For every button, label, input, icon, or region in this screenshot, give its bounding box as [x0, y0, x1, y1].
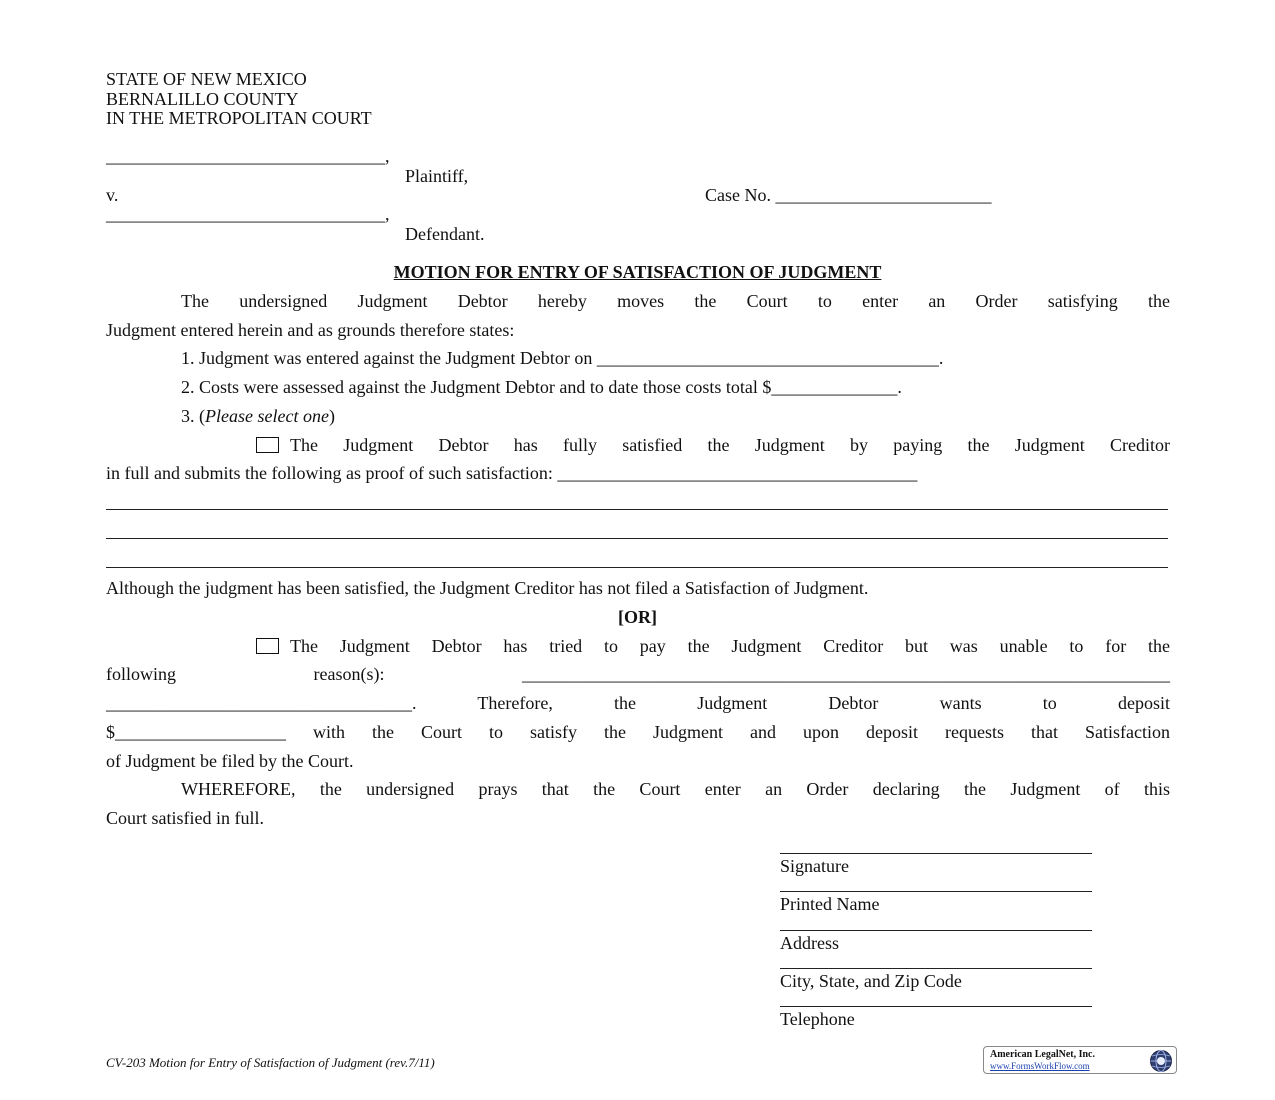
- court-state: STATE OF NEW MEXICO: [106, 69, 307, 89]
- globe-icon: [1149, 1049, 1173, 1073]
- item-3-suffix: ): [328, 406, 335, 426]
- wherefore-line-2: Court satisfied in full.: [106, 808, 264, 828]
- document-title: MOTION FOR ENTRY OF SATISFACTION OF JUDGMENT: [393, 262, 882, 282]
- intro-line-1: The undersigned Judgment Debtor hereby moves the Court to enter an Order satisfying the: [181, 291, 1170, 311]
- signature-line: [780, 853, 1092, 854]
- option-2-checkbox[interactable]: [256, 636, 287, 656]
- address-line: [780, 930, 1092, 931]
- printed-name-line: [780, 891, 1092, 892]
- telephone-label: Telephone: [780, 1009, 855, 1029]
- address-label: Address: [780, 933, 839, 953]
- city-state-zip-label: City, State, and Zip Code: [780, 971, 962, 991]
- versus-label: v.: [106, 185, 119, 205]
- telephone-line: [780, 1006, 1092, 1007]
- intro-line-2: Judgment entered herein and as grounds therefore states:: [106, 320, 515, 340]
- publisher-name: American LegalNet, Inc.: [990, 1049, 1095, 1060]
- plaintiff-label: Plaintiff,: [405, 166, 469, 186]
- case-number-field: Case No. ________________________: [705, 185, 992, 205]
- defendant-name-blank: _______________________________,: [106, 204, 390, 224]
- option-2-line-1: The Judgment Debtor has tried to pay the Judgment Creditor but was unable to for the: [290, 636, 1170, 656]
- option-1-line-2: in full and submits the following as proof of such satisfaction: ________________________________________: [106, 463, 918, 483]
- court-name: IN THE METROPOLITAN COURT: [106, 108, 372, 128]
- defendant-label: Defendant.: [405, 224, 485, 244]
- publisher-url[interactable]: www.FormsWorkFlow.com: [990, 1061, 1090, 1071]
- option-1-checkbox[interactable]: [256, 435, 287, 455]
- publisher-logo[interactable]: [983, 1046, 1177, 1074]
- proof-blank-line-2: [106, 538, 1168, 539]
- option-2-line-3: __________________________________. Therefore, the Judgment Debtor wants to deposit: [106, 693, 1170, 713]
- or-separator: [OR]: [618, 607, 657, 627]
- proof-blank-line-3: [106, 567, 1168, 568]
- item-2: 2. Costs were assessed against the Judgment Debtor and to date those costs total $______________.: [181, 377, 902, 397]
- city-state-zip-line: [780, 968, 1092, 969]
- court-county: BERNALILLO COUNTY: [106, 89, 299, 109]
- signature-label: Signature: [780, 856, 849, 876]
- wherefore-line-1: WHEREFORE, the undersigned prays that the Court enter an Order declaring the Judgment of this: [181, 779, 1170, 799]
- item-3: [181, 406, 335, 426]
- option-2-line-5: of Judgment be filed by the Court.: [106, 751, 354, 771]
- proof-blank-line-1: [106, 509, 1168, 510]
- item-3-prefix: 3. (: [181, 406, 205, 426]
- printed-name-label: Printed Name: [780, 894, 880, 914]
- option-1-line-1: The Judgment Debtor has fully satisfied the Judgment by paying the Judgment Creditor: [290, 435, 1170, 455]
- option-2-line-4: $___________________ with the Court to satisfy the Judgment and upon deposit requests that Satisfaction: [106, 722, 1170, 742]
- option-2-line-2: following reason(s): ________________________________________________________________________: [106, 664, 1170, 684]
- plaintiff-name-blank: _______________________________,: [106, 146, 390, 166]
- option-1-after: Although the judgment has been satisfied, the Judgment Creditor has not filed a Satisfaction of Judgment.: [106, 578, 869, 598]
- item-1: 1. Judgment was entered against the Judgment Debtor on ______________________________________.: [181, 348, 944, 368]
- item-3-instruction: Please select one: [205, 406, 329, 426]
- form-id: CV-203 Motion for Entry of Satisfaction of Judgment (rev.7/11): [106, 1055, 435, 1070]
